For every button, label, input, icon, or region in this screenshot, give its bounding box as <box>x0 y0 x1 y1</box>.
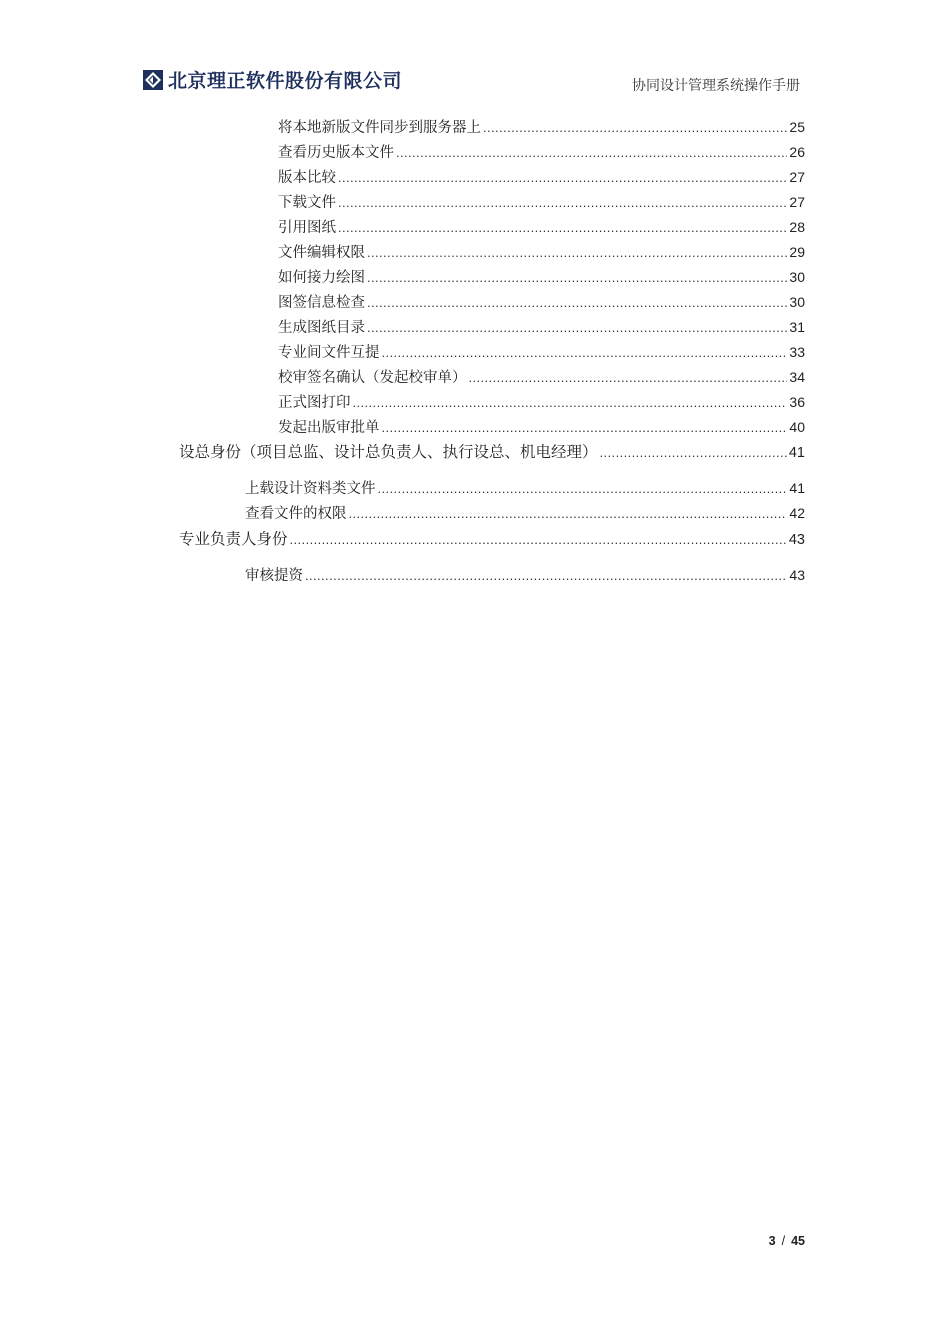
toc-entry-page: 41 <box>789 480 805 496</box>
toc-entry-label: 版本比较 <box>278 170 336 186</box>
toc-entry-label: 引用图纸 <box>278 220 336 236</box>
toc-dot-leader <box>367 293 787 313</box>
toc-entry-label: 查看历史版本文件 <box>278 145 394 161</box>
toc-dot-leader <box>367 268 787 288</box>
toc-entry-label: 专业间文件互提 <box>278 345 380 361</box>
toc-entry-page: 43 <box>789 567 805 583</box>
toc-dot-leader <box>349 504 788 524</box>
toc-section-entry[interactable] <box>179 442 805 463</box>
toc-entry-page: 29 <box>789 244 805 260</box>
toc-entry-label: 如何接力绘图 <box>278 270 365 286</box>
toc-entry-label: 上载设计资料类文件 <box>245 481 376 497</box>
toc-entry-label: 正式图打印 <box>278 395 351 411</box>
toc-entry-page: 30 <box>789 269 805 285</box>
toc-entry-label: 审核提资 <box>245 568 303 584</box>
toc-entry[interactable] <box>278 317 805 338</box>
toc-entry-page: 42 <box>789 505 805 521</box>
toc-entry[interactable] <box>245 565 805 586</box>
toc-entry[interactable] <box>278 192 805 213</box>
toc-dot-leader <box>367 318 787 338</box>
toc-entry-label: 生成图纸目录 <box>278 320 365 336</box>
toc-entry-page: 31 <box>789 319 805 335</box>
toc-dot-leader <box>367 243 787 263</box>
toc-entry-page: 36 <box>789 394 805 410</box>
toc-dot-leader <box>600 443 787 463</box>
toc-entry[interactable] <box>278 292 805 313</box>
toc-entry-page: 43 <box>788 532 805 548</box>
toc-entry[interactable] <box>278 367 805 388</box>
toc-entry-label: 文件编辑权限 <box>278 245 365 261</box>
toc-entry[interactable] <box>245 478 805 499</box>
document-title: 协同设计管理系统操作手册 <box>632 78 800 94</box>
toc-entry-page: 34 <box>789 369 805 385</box>
toc-entry-label: 设总身份（项目总监、设计总负责人、执行设总、机电经理） <box>179 443 598 461</box>
page-separator: / <box>781 1234 786 1248</box>
company-logo-icon <box>143 70 163 90</box>
toc-dot-leader <box>378 479 788 499</box>
toc-entry-page: 33 <box>789 344 805 360</box>
toc-dot-leader <box>353 393 788 413</box>
toc-dot-leader <box>338 193 787 213</box>
toc-entry-page: 40 <box>789 419 805 435</box>
toc-entry[interactable] <box>278 217 805 238</box>
toc-dot-leader <box>396 143 787 163</box>
toc-entry-page: 41 <box>788 445 805 461</box>
toc-dot-leader <box>469 368 788 388</box>
page-number <box>769 1234 805 1248</box>
toc-entry-page: 28 <box>789 219 805 235</box>
toc-entry[interactable] <box>245 503 805 524</box>
toc-entry[interactable] <box>278 117 805 138</box>
toc-entry-label: 专业负责人身份 <box>179 530 288 548</box>
toc-entry-label: 图签信息检查 <box>278 295 365 311</box>
toc-dot-leader <box>338 218 787 238</box>
toc-entry[interactable] <box>278 167 805 188</box>
toc-entry-page: 27 <box>789 194 805 210</box>
toc-dot-leader <box>305 566 787 586</box>
toc-dot-leader <box>290 530 787 550</box>
toc-entry-page: 26 <box>789 144 805 160</box>
toc-entry[interactable] <box>278 142 805 163</box>
toc-entry-label: 发起出版审批单 <box>278 420 380 436</box>
toc-entry[interactable] <box>278 242 805 263</box>
toc-entry-page: 27 <box>789 169 805 185</box>
company-logo <box>143 66 402 93</box>
toc-entry-label: 下载文件 <box>278 195 336 211</box>
toc-dot-leader <box>483 118 787 138</box>
toc-entry-label: 校审签名确认（发起校审单） <box>278 370 467 386</box>
total-page-count: 45 <box>791 1234 805 1248</box>
toc-entry-label: 查看文件的权限 <box>245 506 347 522</box>
toc-dot-leader <box>382 418 788 438</box>
toc-entry-label: 将本地新版文件同步到服务器上 <box>278 120 481 136</box>
toc-section-entry[interactable] <box>179 529 805 550</box>
toc-entry[interactable] <box>278 267 805 288</box>
toc-entry[interactable] <box>278 417 805 438</box>
current-page-number: 3 <box>768 1234 776 1248</box>
toc-entry[interactable] <box>278 392 805 413</box>
toc-entry-page: 30 <box>789 294 805 310</box>
page-header <box>0 0 950 110</box>
toc-dot-leader <box>382 343 788 363</box>
company-name: 北京理正软件股份有限公司 <box>168 70 403 92</box>
toc-entry-page: 25 <box>789 119 805 135</box>
toc-dot-leader <box>338 168 787 188</box>
toc-entry[interactable] <box>278 342 805 363</box>
